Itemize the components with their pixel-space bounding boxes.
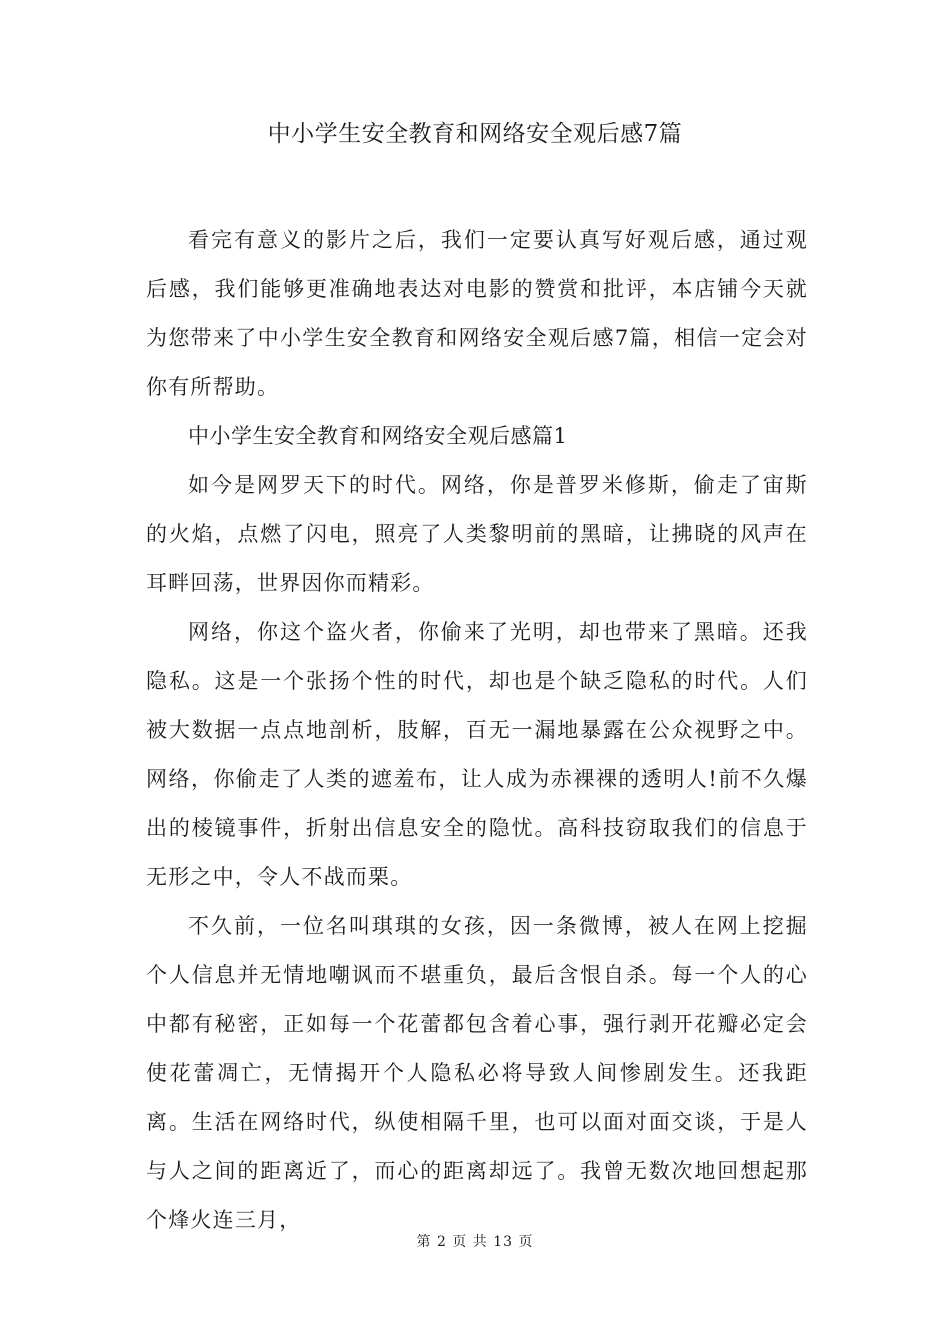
body-paragraph: 网络，你这个盗火者，你偷来了光明，却也带来了黑暗。还我隐私。这是一个张扬个性的时代，却也是个缺乏隐私的时代。人们被大数据一点点地剖析，肢解，百无一漏地暴露在公众视野之中。网络，你偷走了人类的遮羞布，让人成为赤裸裸的透明人!前不久爆出的棱镜事件，折射出信息安全的隐忧。高科技窃取我们的信息于无形之中，令人不战而栗。: [146, 620, 808, 889]
intro-paragraph: 看完有意义的影片之后，我们一定要认真写好观后感，通过观后感，我们能够更准确地表达对电影的赞赏和批评，本店铺今天就为您带来了中小学生安全教育和网络安全观后感7篇，相信一定会对你有所帮助。: [146, 228, 808, 399]
document-body: [146, 216, 808, 1245]
page-footer: 第 2 页 共 13 页: [416, 1234, 534, 1250]
body-paragraph: 如今是网罗天下的时代。网络，你是普罗米修斯，偷走了宙斯的火焰，点燃了闪电，照亮了人类黎明前的黑暗，让拂晓的风声在耳畔回荡，世界因你而精彩。: [146, 473, 808, 595]
document-title: 中小学生安全教育和网络安全观后感7篇: [267, 121, 683, 147]
section-heading: 中小学生安全教育和网络安全观后感篇1: [188, 424, 568, 448]
body-paragraph: 不久前，一位名叫琪琪的女孩，因一条微博，被人在网上挖掘个人信息并无情地嘲讽而不堪重负，最后含恨自杀。每一个人的心中都有秘密，正如每一个花蕾都包含着心事，强行剥开花瓣必定会使花蕾凋亡，无情揭开个人隐私必将导致人间惨剧发生。还我距离。生活在网络时代，纵使相隔千里，也可以面对面交谈，于是人与人之间的距离近了，而心的距离却远了。我曾无数次地回想起那个烽火连三月，: [146, 914, 808, 1232]
